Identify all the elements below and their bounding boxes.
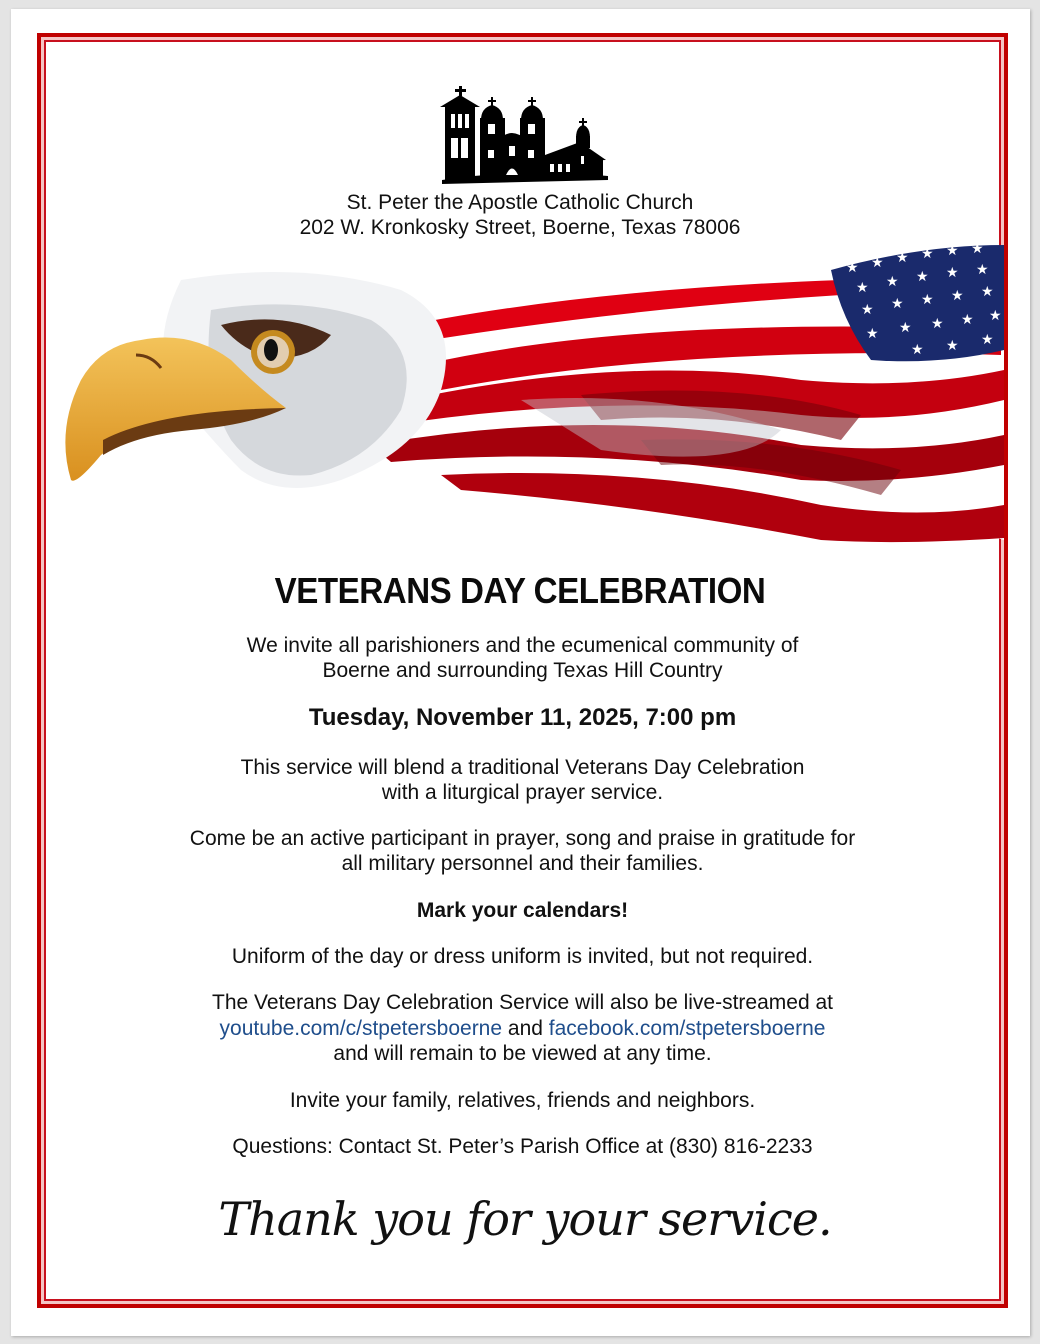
svg-text:★: ★ bbox=[989, 308, 1002, 324]
questions-contact: Questions: Contact St. Peter’s Parish Office at (830) 816-2233 bbox=[232, 1135, 813, 1158]
svg-text:★: ★ bbox=[846, 260, 859, 276]
svg-text:★: ★ bbox=[921, 292, 934, 308]
svg-text:★: ★ bbox=[866, 326, 879, 342]
church-name: St. Peter the Apostle Catholic Church bbox=[346, 191, 694, 214]
youtube-link[interactable]: youtube.com/c/stpetersboerne bbox=[219, 1017, 503, 1040]
svg-text:★: ★ bbox=[899, 320, 912, 336]
svg-text:★: ★ bbox=[871, 255, 884, 271]
thank-you-message: Thank you for your service. bbox=[218, 1192, 832, 1246]
service-line-2: with a liturgical prayer service. bbox=[381, 781, 664, 804]
church-address: 202 W. Kronkosky Street, Boerne, Texas 78006 bbox=[299, 216, 741, 239]
stream-links-line bbox=[0, 1016, 1040, 1041]
participate-line-1: Come be an active participant in prayer, song and praise in gratitude for bbox=[189, 827, 856, 850]
svg-text:★: ★ bbox=[916, 269, 929, 285]
mark-calendars: Mark your calendars! bbox=[416, 899, 629, 922]
svg-text:★: ★ bbox=[981, 332, 994, 348]
svg-text:★: ★ bbox=[976, 262, 989, 278]
svg-text:★: ★ bbox=[971, 241, 984, 257]
eagle-flag-illustration bbox=[41, 240, 1004, 545]
event-date-time: Tuesday, November 11, 2025, 7:00 pm bbox=[308, 704, 737, 731]
svg-text:★: ★ bbox=[886, 274, 899, 290]
participate-line-2: all military personnel and their families. bbox=[341, 852, 704, 875]
and-word: and bbox=[507, 1017, 543, 1040]
svg-text:★: ★ bbox=[891, 296, 904, 312]
svg-text:★: ★ bbox=[861, 302, 874, 318]
svg-text:★: ★ bbox=[946, 338, 959, 354]
svg-text:★: ★ bbox=[946, 243, 959, 259]
svg-text:★: ★ bbox=[896, 250, 909, 266]
facebook-link[interactable]: facebook.com/stpetersboerne bbox=[548, 1017, 826, 1040]
invite-family: Invite your family, relatives, friends and neighbors. bbox=[289, 1089, 756, 1112]
church-silhouette-icon bbox=[430, 80, 620, 190]
svg-text:★: ★ bbox=[911, 342, 924, 358]
service-line-1: This service will blend a traditional Veterans Day Celebration bbox=[240, 756, 805, 779]
stream-line-1: The Veterans Day Celebration Service will also be live-streamed at bbox=[212, 991, 833, 1014]
svg-text:★: ★ bbox=[981, 284, 994, 300]
svg-text:★: ★ bbox=[921, 246, 934, 262]
invite-line-2: Boerne and surrounding Texas Hill Country bbox=[322, 659, 723, 682]
svg-text:★: ★ bbox=[946, 265, 959, 281]
svg-text:★: ★ bbox=[961, 312, 974, 328]
svg-text:★: ★ bbox=[931, 316, 944, 332]
invite-line-1: We invite all parishioners and the ecumenical community of bbox=[246, 634, 799, 657]
stream-line-3: and will remain to be viewed at any time. bbox=[333, 1042, 712, 1065]
event-title: VETERANS DAY CELEBRATION bbox=[274, 570, 766, 611]
svg-text:★: ★ bbox=[951, 288, 964, 304]
svg-text:★: ★ bbox=[856, 280, 869, 296]
uniform-note: Uniform of the day or dress uniform is invited, but not required. bbox=[231, 945, 814, 968]
